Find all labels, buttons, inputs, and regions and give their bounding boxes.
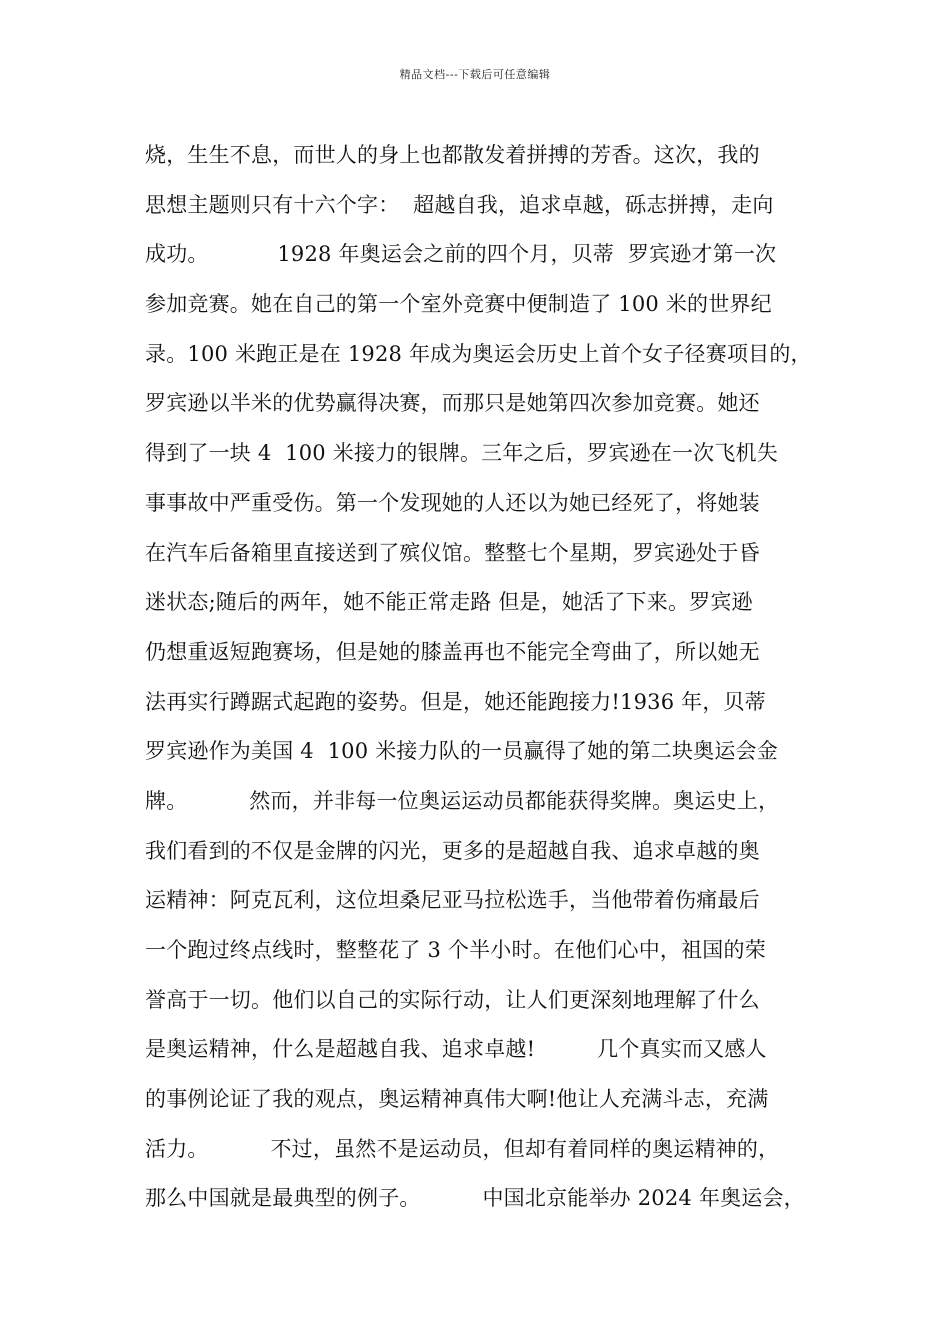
- text-line: 一个跑过终点线时，整整花了 3 个半小时。在他们心中，祖国的荣: [145, 938, 766, 962]
- text-line: 的事例论证了我的观点，奥运精神真伟大啊!他让人充满斗志，充满: [145, 1087, 769, 1112]
- text-line: 迷状态;随后的两年，她不能正常走路 但是，她活了下来。罗宾逊: [145, 590, 753, 615]
- text-line: 成功。 1928 年奥运会之前的四个月，贝蒂 罗宾逊才第一次: [145, 242, 777, 267]
- document-body: [145, 131, 825, 1224]
- text-line: 法再实行蹲踞式起跑的姿势。但是，她还能跑接力!1936 年，贝蒂: [145, 689, 766, 714]
- text-line: 誉高于一切。他们以自己的实际行动，让人们更深刻地理解了什么: [145, 987, 760, 1012]
- text-line: 烧，生生不息，而世人的身上也都散发着拼搏的芳香。这次，我的: [145, 143, 760, 167]
- text-line: 罗宾逊作为美国 4 100 米接力队的一员赢得了她的第二块奥运会金: [145, 739, 778, 764]
- text-line: 是奥运精神，什么是超越自我、追求卓越! 几个真实而又感人: [145, 1037, 767, 1062]
- page-header: 精品文档---下载后可任意编辑: [399, 68, 551, 81]
- text-line: 我们看到的不仅是金牌的闪光，更多的是超越自我、追求卓越的奥: [145, 838, 760, 863]
- text-line: 那么中国就是最典型的例子。 中国北京能举办 2024 年奥运会，: [145, 1186, 805, 1211]
- text-line: 录。100 米跑正是在 1928 年成为奥运会历史上首个女子径赛项目的，: [145, 341, 812, 366]
- text-line: 活力。 不过，虽然不是运动员，但却有着同样的奥运精神的，: [145, 1136, 780, 1161]
- text-line: 罗宾逊以半米的优势赢得决赛，而那只是她第四次参加竞赛。她还: [145, 391, 760, 416]
- text-line: 得到了一块 4 100 米接力的银牌。三年之后，罗宾逊在一次飞机失: [145, 441, 778, 466]
- text-line: 牌。 然而，并非每一位奥运运动员都能获得奖牌。奥运史上，: [145, 788, 780, 813]
- text-line: 仍想重返短跑赛场，但是她的膝盖再也不能完全弯曲了，所以她无: [145, 639, 760, 664]
- text-line: 事事故中严重受伤。第一个发现她的人还以为她已经死了，将她装: [145, 490, 760, 515]
- text-line: 运精神：阿克瓦利，这位坦桑尼亚马拉松选手，当他带着伤痛最后: [145, 888, 760, 913]
- text-line: 参加竞赛。她在自己的第一个室外竞赛中便制造了 100 米的世界纪: [145, 292, 772, 317]
- text-line: 在汽车后备箱里直接送到了殡仪馆。整整七个星期，罗宾逊处于昏: [145, 540, 760, 565]
- text-line: 思想主题则只有十六个字： 超越自我，追求卓越，砾志拼搏，走向: [145, 192, 774, 217]
